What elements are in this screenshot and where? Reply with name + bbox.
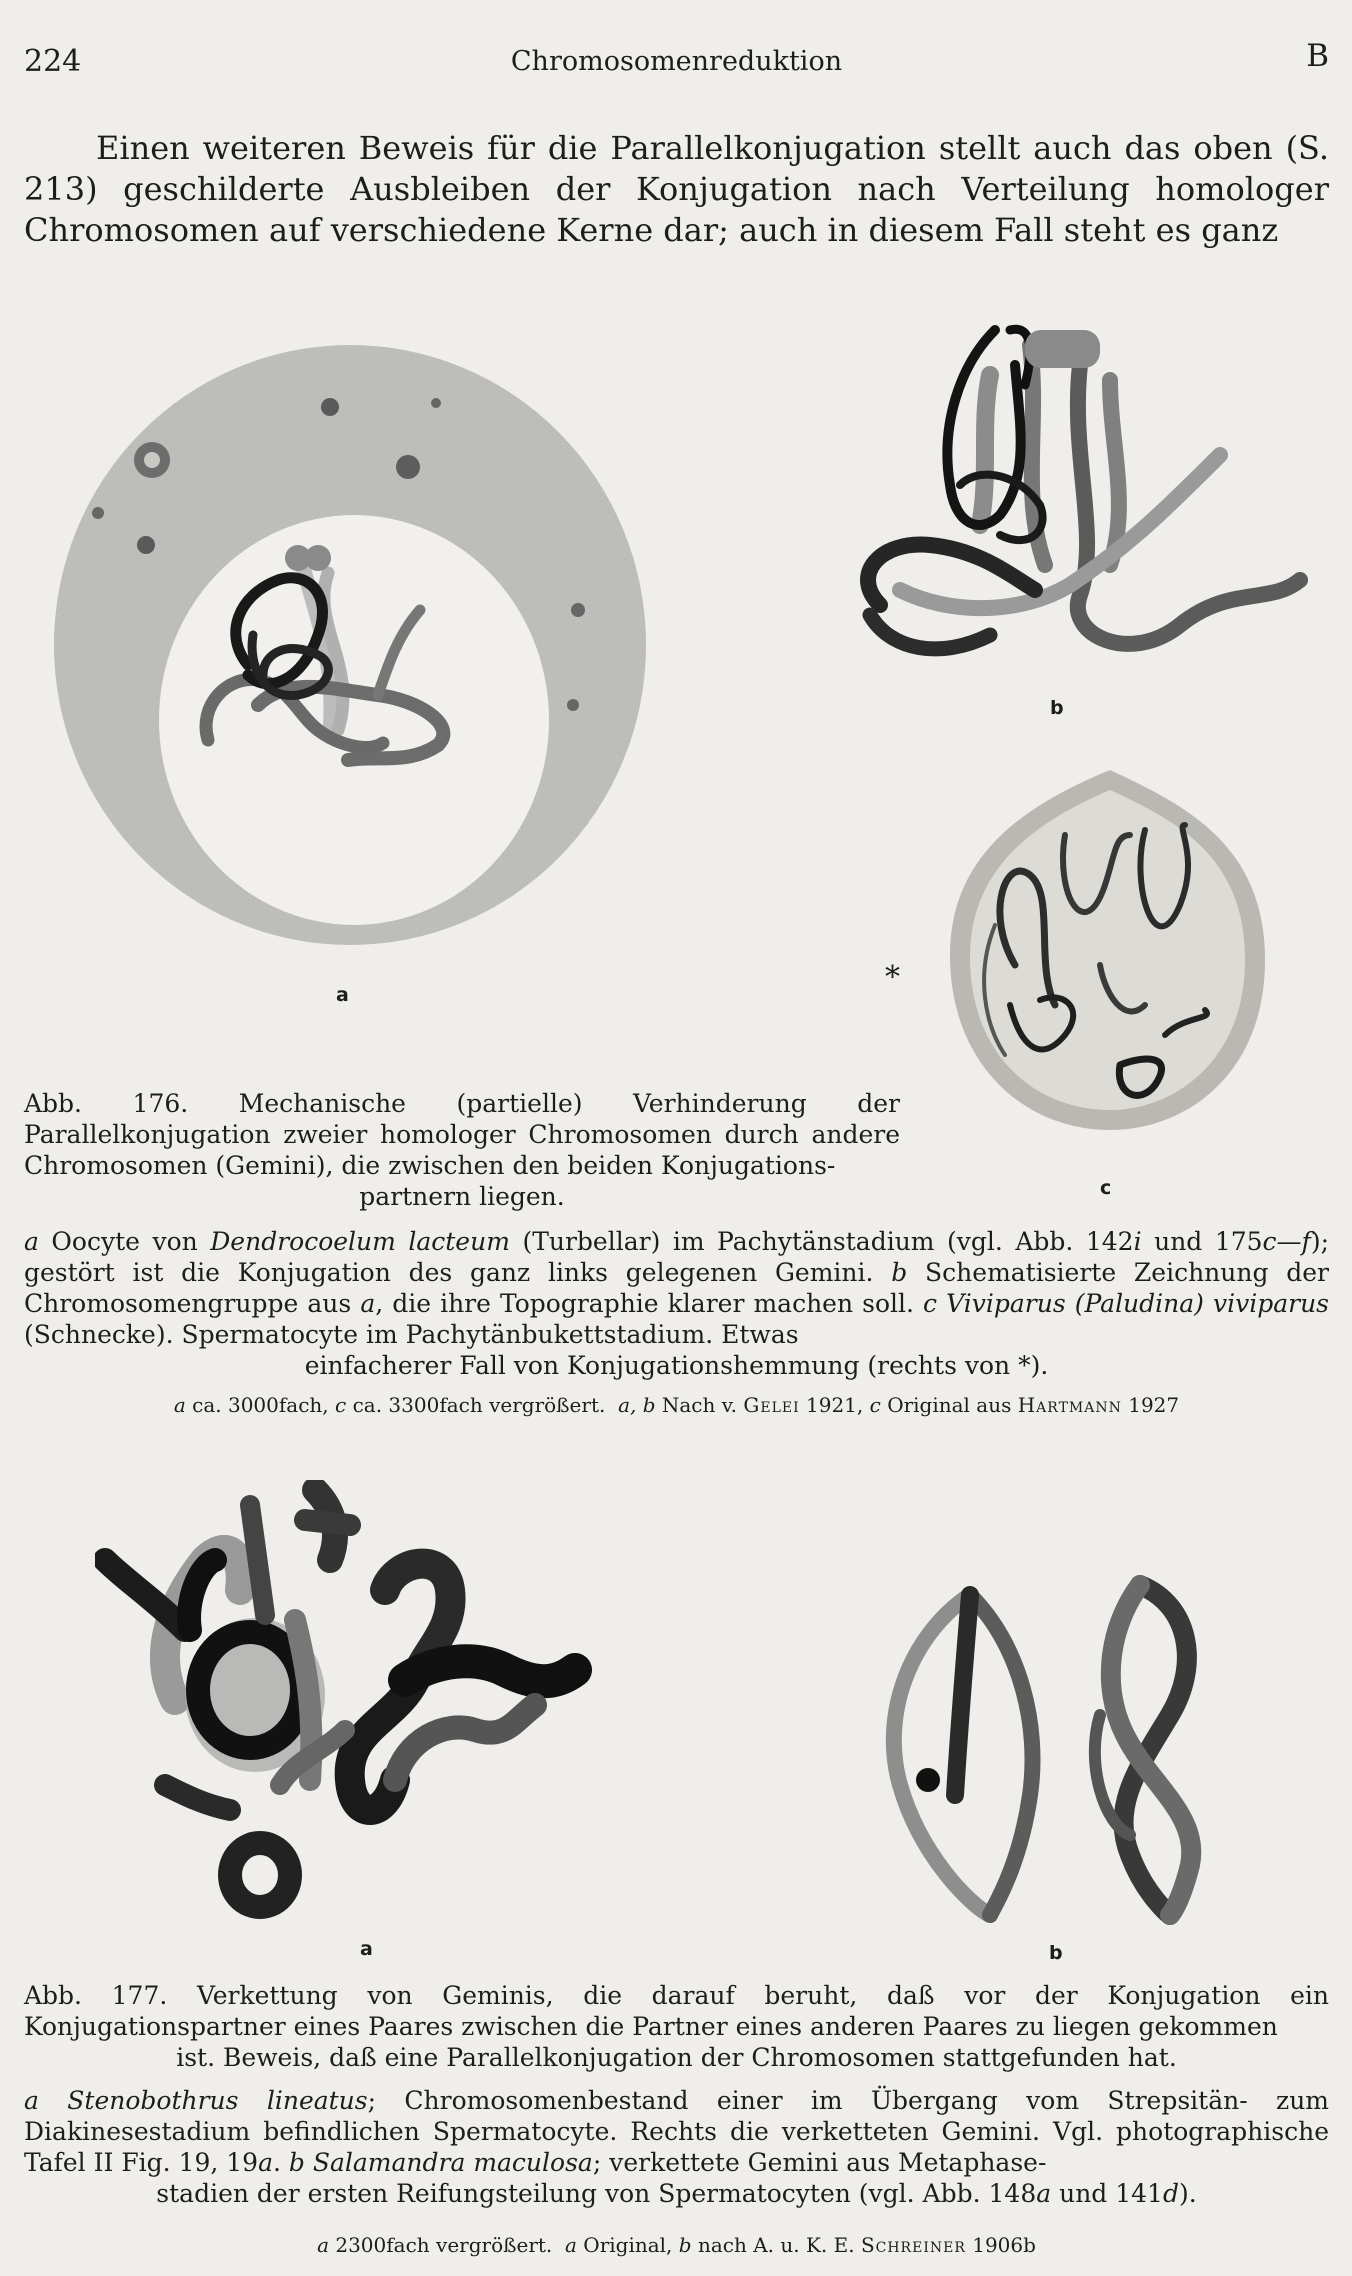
fig177-desc-a-ref: a	[258, 2148, 273, 2177]
signature-mark: B	[1306, 38, 1329, 74]
fig177-source-b-text: nach A. u. K. E.	[697, 2233, 855, 2257]
fig176-mag-c: c	[335, 1393, 347, 1417]
page-header	[24, 38, 1329, 82]
running-title: Chromosomenreduktion	[510, 46, 843, 77]
fig176-caption-lead	[24, 1088, 900, 1212]
fig177-desc-b-end: stadien der ersten Reifungsteilung von Spermatocyten (vgl. Abb. 148	[156, 2179, 1037, 2208]
fig176-magnification: ca. 3000fach,	[192, 1393, 329, 1417]
fig176-source-ab-author: Gelei	[743, 1393, 800, 1417]
page-number: 224	[24, 44, 82, 79]
fig176-source-ab-year: 1921,	[806, 1393, 864, 1417]
fig176-desc-a-text1: Oocyte von	[51, 1227, 198, 1256]
fig177-source-b-year: 1906b	[972, 2233, 1036, 2257]
fig177-caption-lead	[24, 1980, 1329, 2073]
fig177-label-b: b	[1049, 1942, 1063, 1964]
fig177-desc-b-ref2: d	[1162, 2179, 1179, 2208]
fig176-desc-a-ref2: c—f	[1262, 1227, 1311, 1256]
fig176-desc-b-prefix: b	[891, 1258, 908, 1287]
fig176-desc-a-prefix: a	[24, 1227, 39, 1256]
fig177-desc-b-mid: und 141	[1059, 2179, 1163, 2208]
fig176-label-b: b	[1050, 697, 1064, 719]
fig176-source-c: c	[869, 1393, 881, 1417]
fig177-caption-lead-text: Abb. 177. Verkettung von Geminis, die darauf beruht, daß vor der Konjugation ein Konjugationspartner eines Paares zwischen die Partner eines anderen Paares zu liegen gekommen	[24, 1981, 1329, 2041]
fig176-desc-c-text: (Schnecke). Spermatocyte im Pachytänbukettstadium. Etwas	[24, 1320, 799, 1349]
fig177-desc-a-text: ; Chromosomenbestand einer im Übergang vom Strepsitän- zum Diakinesestadium befindlichen Spermatocyte. Rechts die verketteten Gemini. Vgl. photographische Tafel II Fig. 19, 19	[24, 2086, 1330, 2177]
fig177-caption-lead-end: ist. Beweis, daß eine Parallelkonjugation der Chromosomen stattgefunden hat.	[176, 2043, 1177, 2072]
fig176-c-spermatocyte-drawing	[945, 765, 1270, 1135]
fig176-caption-lead-text: Abb. 176. Mechanische (partielle) Verhinderung der Parallelkonjugation zweier homologer Chromosomen durch andere Chromosomen (Gemini), die zwischen den beiden Konjugations-	[24, 1089, 900, 1180]
fig177-source-b: b	[678, 2233, 692, 2257]
fig177-desc-a-end: .	[273, 2148, 281, 2177]
fig177-caption-description	[24, 2085, 1329, 2209]
fig176-source-c-author: Hartmann	[1017, 1393, 1122, 1417]
fig177-desc-b-close: ).	[1178, 2179, 1197, 2208]
fig177-desc-b-end-line	[24, 2178, 1329, 2209]
fig176-caption-description	[24, 1226, 1329, 1381]
fig176-desc-b-text2: , die ihre Topographie klarer machen soll.	[375, 1289, 914, 1318]
fig176-desc-a-ref1: i	[1133, 1227, 1142, 1256]
fig177-source-b-author: Schreiner	[860, 2233, 966, 2257]
fig176-desc-c-species: Viviparus (Paludina) viviparus	[946, 1289, 1330, 1318]
fig177-a-chromosome-drawing	[95, 1480, 685, 1925]
intro-paragraph: Einen weiteren Beweis für die Parallelkonjugation stellt auch das oben (S. 213) geschilderte Ausbleiben der Konjugation nach Verteilung homologer Chromosomen auf verschiedene Kerne dar; auch in diesem Fall steht es ganz	[24, 129, 1329, 249]
fig176-source-c-text: Original aus	[887, 1393, 1012, 1417]
fig176-source-c-year: 1927	[1128, 1393, 1180, 1417]
fig176-b-schematic-drawing	[830, 305, 1320, 685]
fig177-desc-b-prefix: b	[288, 2148, 305, 2177]
fig177-source-line	[24, 2233, 1329, 2257]
fig177-source-a-text: Original,	[583, 2233, 673, 2257]
fig176-desc-a-text4: ); gestört ist die Konjugation des ganz links gelegenen Gemini.	[24, 1227, 1329, 1287]
fig176-a-oocyte-drawing	[48, 335, 648, 965]
fig176-asterisk: *	[885, 960, 900, 995]
fig177-desc-b-ref1: a	[1036, 2179, 1052, 2208]
fig177-desc-b-species: Salamandra maculosa	[312, 2148, 593, 2177]
fig176-label-a: a	[336, 984, 349, 1006]
fig176-desc-a-text2: (Turbellar) im Pachytänstadium (vgl. Abb. 142	[522, 1227, 1134, 1256]
fig176-label-c: c	[1100, 1177, 1112, 1199]
fig177-desc-a-species: Stenobothrus lineatus	[67, 2086, 368, 2115]
fig177-desc-b-text: ; verkettete Gemini aus Metaphase-	[592, 2148, 1047, 2177]
fig176-desc-a-species: Dendrocoelum lacteum	[210, 1227, 510, 1256]
fig176-source-line	[24, 1393, 1329, 1417]
fig176-desc-a-text3: und 175	[1154, 1227, 1263, 1256]
fig176-source-ab-text: Nach v.	[661, 1393, 738, 1417]
fig176-magnification-c: ca. 3300fach vergrößert.	[352, 1393, 606, 1417]
fig176-source-ab: a, b	[618, 1393, 656, 1417]
fig177-mag-prefix: a	[317, 2233, 329, 2257]
fig176-mag-a: a	[173, 1393, 186, 1417]
fig176-desc-b-ref: a	[360, 1289, 376, 1318]
fig176-desc-b-text: Schematisierte Zeichnung der Chromosomengruppe aus	[24, 1258, 1329, 1318]
fig177-label-a: a	[360, 1938, 373, 1960]
fig176-desc-c-prefix: c	[923, 1289, 938, 1318]
fig177-desc-a-prefix: a	[24, 2086, 39, 2115]
fig176-caption-lead-end: partnern liegen.	[359, 1182, 565, 1211]
fig177-b-linked-gemini-drawing	[870, 1565, 1250, 1935]
fig176-desc-c-end: einfacherer Fall von Konjugationshemmung (rechts von *).	[304, 1351, 1049, 1380]
fig177-source-a: a	[565, 2233, 577, 2257]
fig177-magnification: 2300fach vergrößert.	[335, 2233, 553, 2257]
